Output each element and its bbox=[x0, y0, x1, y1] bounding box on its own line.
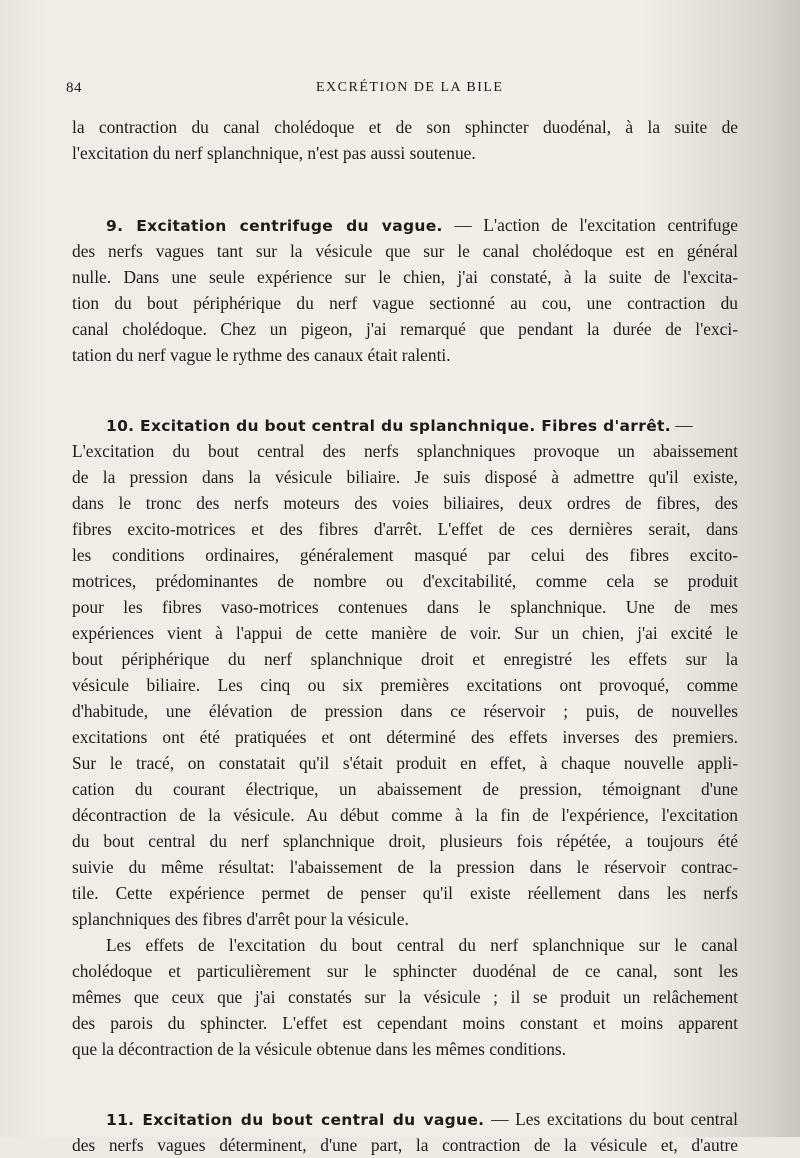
text-line: canal cholédoque. Chez un pigeon, j'ai remarqué que pendant la durée de l'exci- bbox=[72, 319, 738, 339]
section-11-lead: — Les excitations du bout central bbox=[484, 1109, 738, 1129]
text-line: des parois du sphincter. L'effet est cependant moins constant et moins apparent bbox=[72, 1013, 738, 1033]
text-line: tation du nerf vague le rythme des canaux était ralenti. bbox=[72, 345, 451, 365]
section-9-lead: — L'action de l'excitation centrifuge bbox=[442, 215, 738, 235]
text-line: du bout central du nerf splanchnique droit, plusieurs fois répétée, a toujours été bbox=[72, 831, 738, 851]
text-line: cholédoque et particulièrement sur le sphincter duodénal de ce canal, sont les bbox=[72, 961, 738, 981]
text-line: excitations ont été pratiquées et ont déterminé des effets inverses des premiers. bbox=[72, 727, 738, 747]
text-line: des nerfs vagues déterminent, d'une part, la contraction de la vésicule et, d'autre bbox=[72, 1135, 738, 1155]
section-11-first-line bbox=[72, 1106, 738, 1132]
text-line: pour les fibres vaso-motrices contenues dans le splanchnique. Une de mes bbox=[72, 597, 738, 617]
text-line: d'habitude, une élévation de pression dans ce réservoir ; puis, de nouvelles bbox=[72, 701, 738, 721]
section-11-heading: 11. Excitation du bout central du vague. bbox=[106, 1111, 485, 1129]
section-9-first-line bbox=[72, 212, 738, 238]
section-9-heading: 9. Excitation centrifuge du vague. bbox=[106, 217, 443, 235]
section-10-first-line bbox=[72, 412, 738, 438]
text-line: cation du courant électrique, un abaissement de pression, témoignant d'une bbox=[72, 779, 738, 799]
section-10-heading: 10. Excitation du bout central du splanchnique. Fibres d'arrêt. bbox=[106, 417, 671, 435]
section-10-lead: — bbox=[670, 415, 693, 435]
body-text bbox=[72, 114, 738, 1158]
text-line: mêmes que ceux que j'ai constatés sur la vésicule ; il se produit un relâchement bbox=[72, 987, 738, 1007]
text-line: décontraction de la vésicule. Au début comme à la fin de l'expérience, l'excitation bbox=[72, 805, 738, 825]
text-line: les conditions ordinaires, généralement masqué par celui des fibres excito- bbox=[72, 545, 738, 565]
text-line: tile. Cette expérience permet de penser qu'il existe réellement dans les nerfs bbox=[72, 883, 738, 903]
text-line: expériences vient à l'appui de cette manière de voir. Sur un chien, j'ai excité le bbox=[72, 623, 738, 643]
text-line: vésicule biliaire. Les cinq ou six premières excitations ont provoqué, comme bbox=[72, 675, 738, 695]
text-line: bout périphérique du nerf splanchnique droit et enregistré les effets sur la bbox=[72, 649, 738, 669]
text-line: la contraction du canal cholédoque et de son sphincter duodénal, à la suite de bbox=[72, 117, 738, 137]
text-line: Les effets de l'excitation du bout central du nerf splanchnique sur le canal bbox=[106, 935, 738, 955]
text-line: Sur le tracé, on constatait qu'il s'était produit en effet, à chaque nouvelle appli- bbox=[72, 753, 738, 773]
text-line: suivie du même résultat: l'abaissement de la pression dans le réservoir contrac- bbox=[72, 857, 738, 877]
text-line: que la décontraction de la vésicule obtenue dans les mêmes conditions. bbox=[72, 1039, 567, 1059]
text-line: nulle. Dans une seule expérience sur le chien, j'ai constaté, à la suite de l'excita- bbox=[72, 267, 738, 287]
text-line: fibres excito-motrices et des fibres d'arrêt. L'effet de ces dernières serait, dans bbox=[72, 519, 738, 539]
text-line: des nerfs vagues tant sur la vésicule que sur le canal cholédoque est en général bbox=[72, 241, 738, 261]
text-line: L'excitation du bout central des nerfs splanchniques provoque un abaissement bbox=[72, 441, 738, 461]
page-number: 84 bbox=[66, 80, 82, 96]
text-line: motrices, prédominantes de nombre ou d'excitabilité, comme cela se produit bbox=[72, 571, 738, 591]
text-line: de la pression dans la vésicule biliaire. Je suis disposé à admettre qu'il existe, bbox=[72, 467, 738, 487]
running-title: EXCRÉTION DE LA BILE bbox=[316, 80, 504, 95]
text-line: splanchniques des fibres d'arrêt pour la vésicule. bbox=[72, 909, 409, 929]
page-header bbox=[66, 80, 738, 102]
text-line: dans le tronc des nerfs moteurs des voies biliaires, deux ordres de fibres, des bbox=[72, 493, 738, 513]
text-line: tion du bout périphérique du nerf vague sectionné au cou, une contraction du bbox=[72, 293, 738, 313]
text-line: l'excitation du nerf splanchnique, n'est pas aussi soutenue. bbox=[72, 143, 476, 163]
